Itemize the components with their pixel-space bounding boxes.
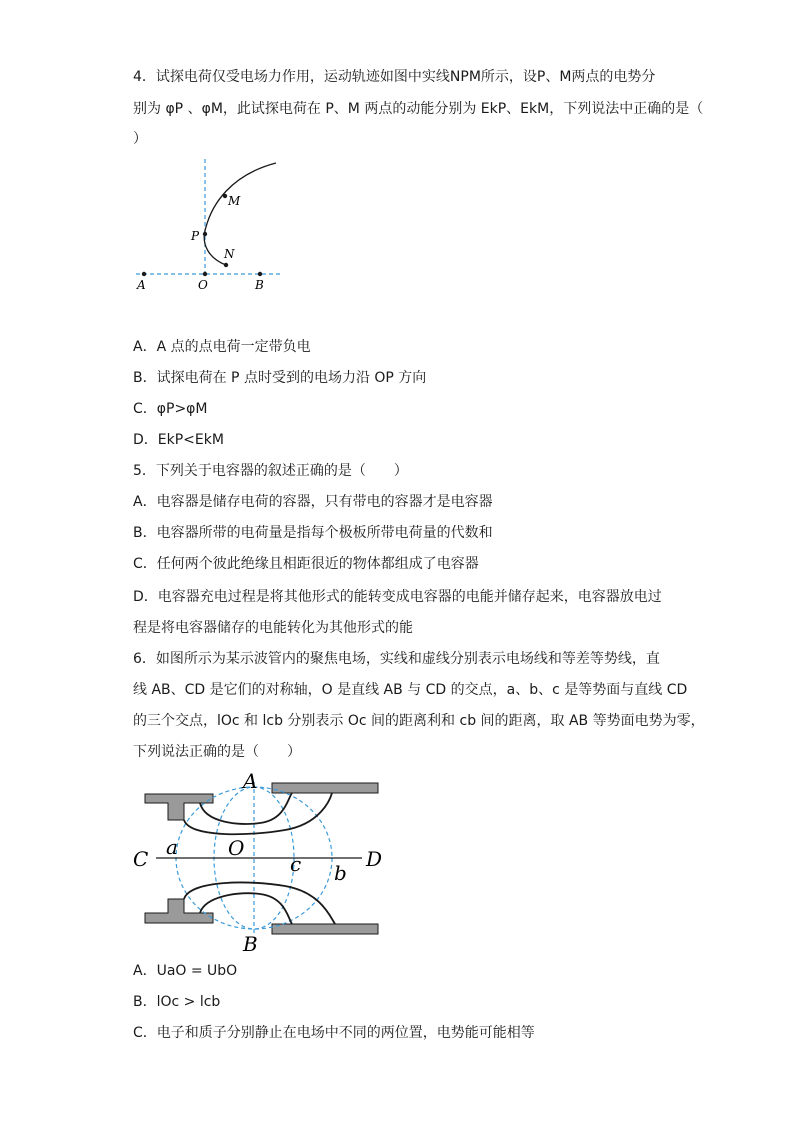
q6-label-b-upper: B: [243, 932, 258, 956]
q4-figure: [130, 155, 290, 295]
q6-electrode-top-right: [272, 783, 378, 793]
q5-option-d: D．电容器充电过程是将其他形式的能转变成电容器的电能并储存起来，电容器放电过: [133, 589, 662, 605]
q4-point-m: [223, 194, 227, 198]
q5-option-b: B．电容器所带的电荷量是指每个极板所带电荷量的代数和: [133, 525, 493, 541]
q6-label-c-upper: C: [133, 847, 149, 871]
q6-figure: [130, 768, 390, 958]
q4-point-b: [258, 272, 262, 276]
q6-label-a-upper: A: [243, 769, 258, 793]
q4-option-c: C．φP>φM: [133, 401, 208, 417]
q4-label-b: B: [255, 278, 264, 292]
q6-electrode-top-left: [145, 794, 213, 820]
q6-option-a: A．UaO = UbO: [133, 963, 238, 979]
q5-option-a: A．电容器是储存电荷的容器，只有带电的容器才是电容器: [133, 494, 493, 510]
q6-field-line-bottom-inner: [200, 893, 292, 924]
q4-point-a: [142, 272, 146, 276]
q6-stem-line-1: 6．如图所示为某示波管内的聚焦电场，实线和虚线分别表示电场线和等差等势线，直: [133, 651, 660, 667]
q4-option-d: D．EkP<EkM: [133, 432, 224, 448]
q4-stem-line-3: ）: [133, 131, 147, 147]
q6-label-a-lower: a: [166, 835, 178, 859]
q4-point-p: [203, 232, 207, 236]
q6-stem-line-2: 线 AB、CD 是它们的对称轴，O 是直线 AB 与 CD 的交点，a、b、c 是等势面与直线 CD: [133, 682, 688, 698]
q4-stem-line-2: 别为 φP 、φM，此试探电荷在 P、M 两点的动能分别为 EkP、EkM，下列说法中正确的是（: [133, 101, 704, 117]
q6-label-b-lower: b: [334, 861, 347, 885]
q6-label-d-upper: D: [366, 847, 383, 871]
q6-label-o: O: [228, 836, 245, 860]
q6-stem-line-3: 的三个交点，lOc 和 lcb 分别表示 Oc 间的距离利和 cb 间的距离，取 AB 等势面电势为零，: [133, 713, 705, 729]
q4-option-b: B．试探电荷在 P 点时受到的电场力沿 OP 方向: [133, 370, 427, 386]
q4-label-m: M: [228, 194, 241, 208]
q5-option-d-continued: 程是将电容器储存的电能转化为其他形式的能: [133, 620, 413, 636]
q4-label-p: P: [191, 229, 200, 243]
q4-point-n: [224, 263, 228, 267]
q4-label-a: A: [137, 278, 146, 292]
q4-trajectory-npm: [204, 163, 276, 265]
q6-label-c-lower: c: [290, 852, 302, 876]
q6-option-b: B．lOc > lcb: [133, 994, 221, 1010]
q6-electrode-bottom-left: [145, 899, 213, 923]
q4-point-o: [203, 272, 207, 276]
q4-stem-line-1: 4．试探电荷仅受电场力作用，运动轨迹如图中实线NPM所示，设P、M两点的电势分: [133, 69, 656, 85]
q6-stem-line-4: 下列说法正确的是（ ）: [133, 744, 301, 760]
q6-option-c: C．电子和质子分别静止在电场中不同的两位置，电势能可能相等: [133, 1025, 535, 1041]
q5-stem: 5．下列关于电容器的叙述正确的是（ ）: [133, 463, 408, 479]
q4-label-o: O: [198, 278, 208, 292]
q5-option-c: C．任何两个彼此绝缘且相距很近的物体都组成了电容器: [133, 556, 479, 572]
q4-option-a: A．A 点的点电荷一定带负电: [133, 339, 311, 355]
q4-label-n: N: [224, 247, 235, 261]
q6-electrode-bottom-right: [272, 924, 378, 934]
